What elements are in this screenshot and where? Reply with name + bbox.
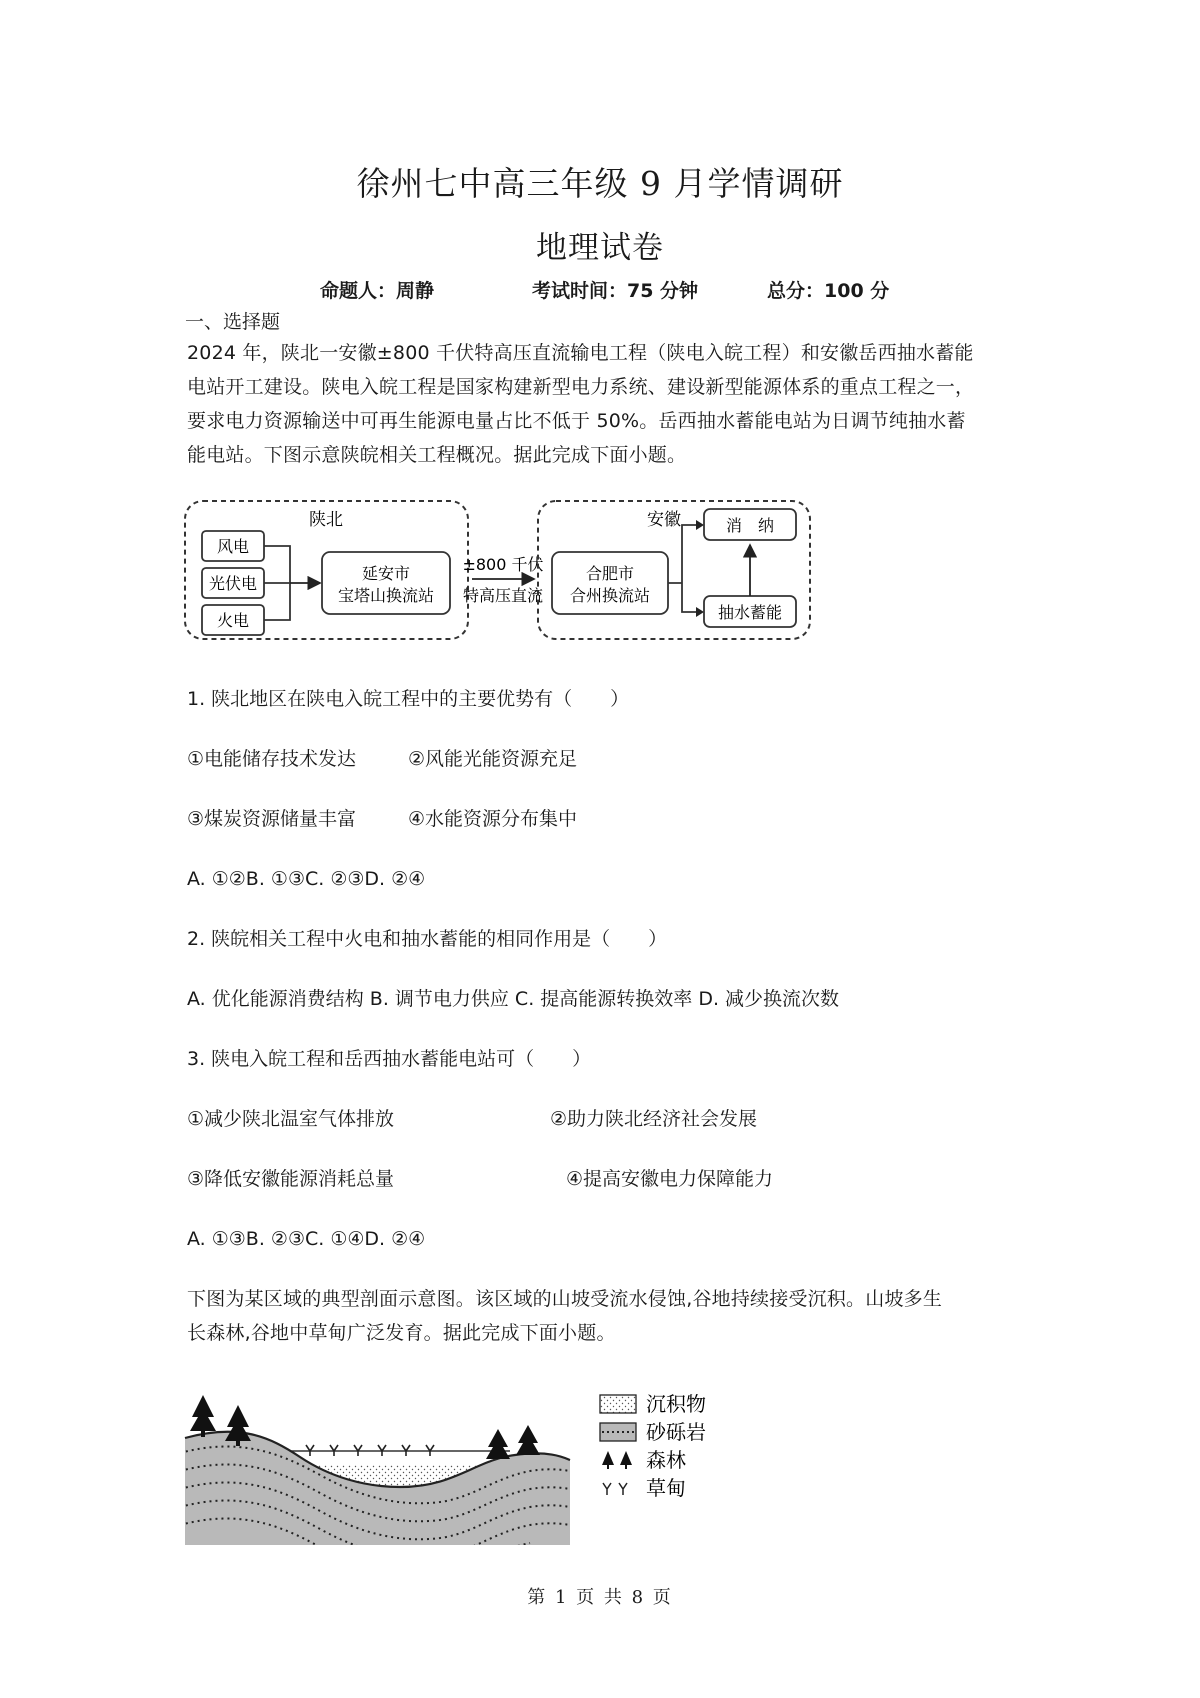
exam-title: 徐州七中高三年级 9 月学情调研 [356,164,844,203]
solar-power-label: 光伏电 [208,574,258,593]
anhui-label: 安徽 [647,510,681,530]
q1-option-1: ①电能储存技术发达 [187,748,357,770]
consumption-label: 消 纳 [725,516,775,535]
yanan-station-line2: 宝塔山换流站 [337,586,435,605]
q2-choices: A. 优化能源消费结构 B. 调节电力供应 C. 提高能源转换效率 D. 减少换流次数 [187,988,840,1010]
hefei-station-line1: 合肥市 [585,564,635,583]
power-flow-diagram [180,495,900,645]
uhv-label-line1: ±800 千伏 [462,555,544,574]
passage-1-line: 2024 年，陕北一安徽±800 千伏特高压直流输电工程（陕电入皖工程）和安徽岳西抽水蓄能 [187,342,974,364]
q3-option-2: ②助力陕北经济社会发展 [550,1108,758,1130]
legend-sediment-swatch [600,1395,636,1413]
cross-section-diagram [180,1375,760,1555]
section-heading: 一、选择题 [185,311,281,333]
passage-1 [187,336,1027,472]
passage-1-line: 电站开工建设。陕电入皖工程是国家构建新型电力系统、建设新型能源体系的重点工程之一， [187,376,975,398]
legend-forest-icon [602,1451,632,1469]
exam-time-label: 考试时间：75 分钟 [532,280,699,302]
passage-2-line: 长森林,谷地中草甸广泛发育。据此完成下面小题。 [187,1322,616,1344]
passage-1-line: 要求电力资源输送中可再生能源电量占比不低于 50%。岳西抽水蓄能电站为日调节纯抽水蓄 [187,410,966,432]
legend-meadow-icon [603,1483,627,1495]
q3-option-4: ④提高安徽电力保障能力 [566,1168,774,1190]
uhv-label-line2: 特高压直流 [462,586,544,605]
q3-option-1: ①减少陕北温室气体排放 [187,1108,395,1130]
q1-option-2: ②风能光能资源充足 [408,748,578,770]
q3-choices: A. ①③B. ②③C. ①④D. ②④ [187,1228,426,1250]
yanan-station-line1: 延安市 [361,564,411,583]
pumped-storage-label: 抽水蓄能 [717,603,783,622]
question-2-stem: 2. 陕皖相关工程中火电和抽水蓄能的相同作用是（ ） [187,928,668,950]
question-3-stem: 3. 陕电入皖工程和岳西抽水蓄能电站可（ ） [187,1048,592,1070]
total-score-label: 总分：100 分 [767,280,890,302]
wind-power-label: 风电 [216,537,250,556]
passage-2-line: 下图为某区域的典型剖面示意图。该区域的山坡受流水侵蚀,谷地持续接受沉积。山坡多生 [187,1288,943,1310]
legend-sandstone-label: 砂砾岩 [646,1420,706,1444]
q3-option-3: ③降低安徽能源消耗总量 [187,1168,395,1190]
thermal-power-label: 火电 [216,611,250,630]
q1-option-3: ③煤炭资源储量丰富 [187,808,357,830]
page-footer: 第 1 页 共 8 页 [527,1587,673,1608]
legend-sediment-label: 沉积物 [646,1392,706,1416]
exam-subtitle: 地理试卷 [536,230,664,266]
legend-meadow-label: 草甸 [646,1476,686,1500]
legend [600,1392,706,1500]
q1-option-4: ④水能资源分布集中 [408,808,578,830]
legend-forest-label: 森林 [646,1448,686,1472]
hefei-station-line2: 合州换流站 [569,586,651,605]
author-label: 命题人：周静 [320,280,435,302]
shaanbei-label: 陕北 [309,510,343,530]
passage-1-line: 能电站。下图示意陕皖相关工程概况。据此完成下面小题。 [187,444,687,466]
passage-2 [187,1282,1027,1350]
question-1-stem: 1. 陕北地区在陕电入皖工程中的主要优势有（ ） [187,688,630,710]
q1-choices: A. ①②B. ①③C. ②③D. ②④ [187,868,426,890]
